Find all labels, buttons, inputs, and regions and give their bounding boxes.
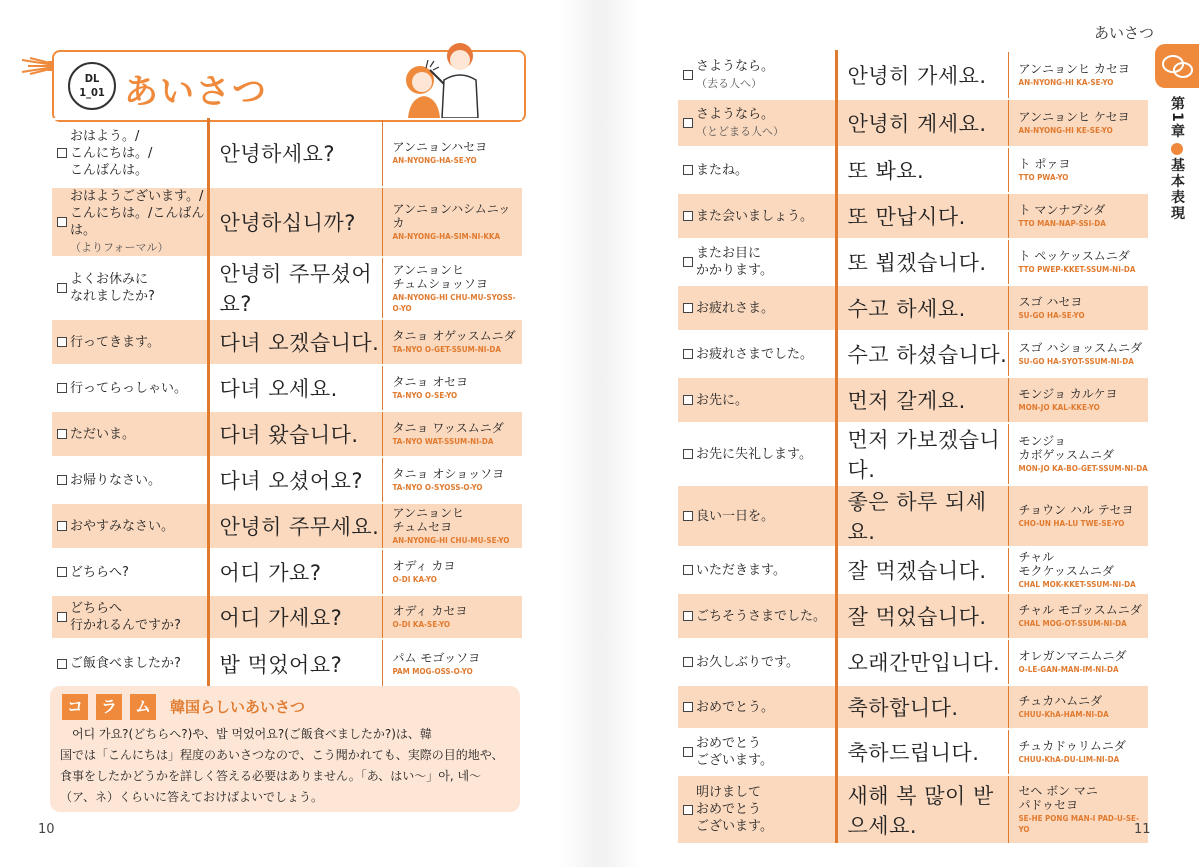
- phrase-row: [678, 639, 1148, 685]
- chat-bubbles-icon: [1155, 44, 1199, 88]
- korean-phrase: 다녀 오셨어요?: [208, 457, 382, 503]
- pronunciation: [382, 503, 522, 549]
- japanese-phrase: [52, 119, 208, 187]
- download-label: DL: [84, 72, 100, 85]
- phrase-row: [52, 503, 522, 549]
- japanese-line: お帰りなさい。: [70, 472, 162, 488]
- korean-phrase: 안녕히 가세요.: [836, 51, 1008, 99]
- romanization: TA-NYO O-SE-YO: [392, 391, 458, 400]
- korean-phrase: 다녀 오겠습니다.: [208, 319, 382, 365]
- checkbox-icon[interactable]: [683, 702, 693, 712]
- japanese-line: 行ってきます。: [70, 334, 160, 350]
- phrase-row: [678, 147, 1148, 193]
- phrase-row: [678, 775, 1148, 843]
- romanization: AN-NYONG-HA-SE-YO: [392, 156, 477, 165]
- japanese-line: またね。: [696, 162, 749, 178]
- checkbox-icon[interactable]: [57, 217, 67, 227]
- romanization: TA-NYO O-GET-SSUM-NI-DA: [392, 345, 501, 354]
- japanese-line: ございます。: [696, 819, 773, 834]
- chapter-title: 基本表現: [1169, 157, 1185, 222]
- japanese-phrase: [678, 147, 836, 193]
- phrase-row: [678, 51, 1148, 99]
- japanese-phrase: [52, 549, 208, 595]
- korean-phrase: 안녕히 주무세요.: [208, 503, 382, 549]
- checkbox-icon[interactable]: [57, 567, 67, 577]
- japanese-phrase: [678, 239, 836, 285]
- left-page: [0, 0, 560, 867]
- japanese-line: 良い一日を。: [696, 508, 775, 524]
- katakana-reading: チュカハムニダ: [1018, 694, 1103, 708]
- korean-phrase: 안녕히 주무셨어요?: [208, 257, 382, 319]
- japanese-phrase: [52, 411, 208, 457]
- korean-phrase: 수고 하셨습니다.: [836, 331, 1008, 377]
- japanese-line: またお目に: [696, 246, 762, 261]
- chapter-dot-icon: [1171, 143, 1183, 155]
- checkbox-icon[interactable]: [683, 657, 693, 667]
- katakana-reading: アンニョンヒ: [392, 262, 465, 277]
- romanization: SE-HE PONG MAN-I PAD-U-SE-YO: [1018, 814, 1139, 834]
- japanese-phrase: [678, 331, 836, 377]
- katakana-reading: スゴ ハショッスムニダ: [1018, 341, 1143, 355]
- japanese-note: （去る人へ）: [696, 77, 762, 90]
- checkbox-icon[interactable]: [683, 70, 693, 80]
- japanese-phrase: [678, 547, 836, 593]
- korean-phrase: 또 뵙겠습니다.: [836, 239, 1008, 285]
- column-line-1: 어디 가요?(どちらへ?)や、밥 먹었어요?(ご飯食べましたか?)は、韓: [72, 727, 432, 741]
- pronunciation: [382, 119, 522, 187]
- japanese-line: こんにちは。/こんばんは。: [70, 206, 205, 238]
- katakana-reading: モクケッスムニダ: [1018, 564, 1114, 578]
- romanization: MON-JO KA-BO-GET-SSUM-NI-DA: [1018, 464, 1148, 473]
- japanese-line: お先に。: [696, 392, 749, 408]
- korean-phrase: 안녕하세요?: [208, 119, 382, 187]
- romanization: TTO PWA-YO: [1018, 173, 1069, 182]
- pronunciation: [1008, 775, 1148, 843]
- japanese-phrase: [52, 639, 208, 687]
- chapter-side-tab[interactable]: [1155, 44, 1200, 222]
- korean-phrase: 좋은 하루 되세요.: [836, 485, 1008, 547]
- japanese-phrase: [52, 257, 208, 319]
- column-tag-1: コ: [62, 694, 88, 720]
- pronunciation: [1008, 377, 1148, 423]
- japanese-line: なれましたか?: [70, 289, 155, 304]
- japanese-line: おやすみなさい。: [70, 518, 175, 534]
- katakana-reading: オレガンマニムニダ: [1018, 649, 1127, 663]
- romanization: PAM MOG-OSS-O-YO: [392, 666, 473, 676]
- japanese-line: 行ってらっしゃい。: [70, 380, 188, 396]
- checkbox-icon[interactable]: [683, 611, 693, 621]
- korean-phrase: 수고 하세요.: [836, 285, 1008, 331]
- japanese-line: お先に失礼します。: [696, 446, 812, 462]
- pronunciation: [382, 549, 522, 595]
- checkbox-icon[interactable]: [683, 349, 693, 359]
- korean-phrase: 축하합니다.: [836, 685, 1008, 729]
- phrase-row: [52, 365, 522, 411]
- column-title: 韓国らしいあいさつ: [170, 698, 306, 716]
- katakana-reading: チャル モゴッスムニダ: [1018, 603, 1142, 617]
- phrase-row: [52, 411, 522, 457]
- checkbox-icon[interactable]: [683, 165, 693, 175]
- katakana-reading: パム モゴッソヨ: [392, 650, 481, 665]
- pronunciation: [382, 411, 522, 457]
- japanese-line: 明けまして: [696, 785, 762, 800]
- japanese-phrase: [678, 423, 836, 485]
- bookmark-tassel-icon: [10, 54, 55, 78]
- japanese-phrase: [678, 485, 836, 547]
- phrase-row: [678, 423, 1148, 485]
- katakana-reading: ト ペッケッスムニダ: [1018, 249, 1130, 263]
- checkbox-icon[interactable]: [683, 511, 693, 521]
- japanese-line: お久しぶりです。: [696, 654, 799, 670]
- katakana-reading: セヘ ボン マニ: [1018, 784, 1098, 798]
- katakana-reading: チュムセヨ: [392, 520, 453, 534]
- japanese-note: （よりフォーマル）: [70, 241, 169, 254]
- phrase-row: [678, 547, 1148, 593]
- pronunciation: [1008, 285, 1148, 331]
- column-body: [60, 724, 514, 808]
- phrase-row: [52, 457, 522, 503]
- checkbox-icon[interactable]: [683, 118, 693, 128]
- checkbox-icon[interactable]: [57, 475, 67, 485]
- pronunciation: [1008, 51, 1148, 99]
- katakana-reading: アンニョンヒ カセヨ: [1018, 62, 1130, 76]
- pronunciation: [1008, 593, 1148, 639]
- katakana-reading: チュカドゥリムニダ: [1018, 739, 1126, 753]
- download-badge[interactable]: [68, 62, 116, 110]
- japanese-phrase: [52, 503, 208, 549]
- katakana-reading: モンジョ: [1018, 434, 1066, 448]
- romanization: TTO MAN-NAP-SSI-DA: [1018, 219, 1106, 228]
- japanese-line: おはよう。/: [70, 128, 140, 144]
- pronunciation: [382, 257, 522, 319]
- romanization: AN-NYONG-HI KA-SE-YO: [1018, 78, 1114, 87]
- katakana-reading: アンニョンハシムニッカ: [392, 202, 511, 230]
- chapter-label: [1167, 96, 1187, 222]
- japanese-line: おめでとう。: [696, 699, 775, 715]
- page-number-right: 11: [1134, 822, 1151, 837]
- pronunciation: [1008, 547, 1148, 593]
- korean-phrase: 다녀 오세요.: [208, 365, 382, 411]
- romanization: CHUU-KhA-DU-LIM-NI-DA: [1018, 755, 1120, 764]
- katakana-reading: カボゲッスムニダ: [1018, 448, 1115, 462]
- japanese-phrase: [678, 775, 836, 843]
- column-line-2: 国では「こんにちは」程度のあいさつなので、こう聞かれても、実際の目的地や、: [60, 748, 504, 762]
- pronunciation: [382, 319, 522, 365]
- page-number-left: 10: [38, 822, 55, 837]
- pronunciation: [382, 187, 522, 257]
- korean-phrase: 밥 먹었어요?: [208, 639, 382, 687]
- japanese-phrase: [678, 99, 836, 147]
- checkbox-icon[interactable]: [57, 283, 67, 293]
- phrase-row: [52, 549, 522, 595]
- pronunciation: [1008, 423, 1148, 485]
- japanese-phrase: [678, 377, 836, 423]
- japanese-phrase: [678, 729, 836, 775]
- katakana-reading: タニョ ワッスムニダ: [392, 421, 504, 435]
- pronunciation: [382, 639, 522, 687]
- japanese-line: かかります。: [696, 263, 773, 278]
- romanization: O-LE-GAN-MAN-IM-NI-DA: [1018, 665, 1119, 674]
- romanization: TTO PWEP-KKET-SSUM-NI-DA: [1018, 265, 1136, 274]
- checkbox-icon[interactable]: [683, 449, 693, 459]
- korean-phrase: 어디 가요?: [208, 549, 382, 595]
- katakana-reading: タニョ オゲッスムニダ: [392, 329, 516, 343]
- korean-phrase: 또 봐요.: [836, 147, 1008, 193]
- pronunciation: [1008, 331, 1148, 377]
- katakana-reading: パドゥセヨ: [1018, 798, 1078, 812]
- katakana-reading: アンニョンハセヨ: [392, 140, 488, 154]
- romanization: MON-JO KAL-KKE-YO: [1018, 403, 1100, 412]
- checkbox-icon[interactable]: [683, 395, 693, 405]
- japanese-phrase: [678, 285, 836, 331]
- katakana-reading: タニョ オショッソヨ: [392, 467, 505, 481]
- pronunciation: [1008, 639, 1148, 685]
- phrase-row: [52, 319, 522, 365]
- phrase-row: [678, 593, 1148, 639]
- japanese-line: ごちそうさまでした。: [696, 608, 827, 624]
- japanese-line: こんばんは。: [70, 162, 149, 178]
- romanization: SU-GO HA-SE-YO: [1018, 311, 1085, 320]
- japanese-line: お疲れさまでした。: [696, 346, 814, 362]
- checkbox-icon[interactable]: [683, 565, 693, 575]
- japanese-phrase: [678, 593, 836, 639]
- checkbox-icon[interactable]: [57, 429, 67, 439]
- korean-phrase: 새해 복 많이 받으세요.: [836, 775, 1008, 843]
- romanization: AN-NYONG-HI KE-SE-YO: [1018, 126, 1113, 135]
- japanese-line: どちらへ: [70, 601, 123, 616]
- pronunciation: [1008, 729, 1148, 775]
- running-head: あいさつ: [1094, 24, 1155, 42]
- japanese-line: おめでとう: [696, 736, 762, 751]
- phrase-row: [678, 193, 1148, 239]
- romanization: CHO-UN HA-LU TWE-SE-YO: [1018, 519, 1125, 528]
- romanization: AN-NYONG-HI CHU-MU-SYOSS-O-YO: [392, 292, 516, 313]
- japanese-line: 行かれるんですか?: [70, 618, 181, 633]
- phrase-row: [678, 485, 1148, 547]
- japanese-line: いただきます。: [696, 562, 786, 578]
- korean-phrase: 오래간만입니다.: [836, 639, 1008, 685]
- pronunciation: [382, 457, 522, 503]
- page-gutter: [560, 0, 640, 867]
- download-track-number: 1_01: [79, 86, 105, 99]
- phrase-row: [52, 187, 522, 257]
- japanese-note: （とどまる人へ）: [696, 125, 784, 138]
- japanese-line: こんにちは。/: [70, 145, 153, 161]
- romanization: CHAL MOK-KKET-SSUM-NI-DA: [1018, 580, 1136, 589]
- katakana-reading: アンニョンヒ ケセヨ: [1018, 110, 1130, 124]
- romanization: AN-NYONG-HI CHU-MU-SE-YO: [392, 536, 510, 545]
- column-box: [50, 686, 520, 812]
- japanese-phrase: [52, 457, 208, 503]
- greeting-people-illustration-icon: [398, 40, 498, 118]
- checkbox-icon[interactable]: [57, 521, 67, 531]
- japanese-phrase: [678, 639, 836, 685]
- checkbox-icon[interactable]: [57, 337, 67, 347]
- phrase-row: [678, 331, 1148, 377]
- phrase-row: [52, 119, 522, 187]
- japanese-line: さようなら。: [696, 59, 775, 74]
- japanese-phrase: [52, 595, 208, 639]
- japanese-phrase: [678, 51, 836, 99]
- katakana-reading: チョウン ハル テセヨ: [1018, 503, 1134, 517]
- korean-phrase: 잘 먹겠습니다.: [836, 547, 1008, 593]
- column-line-4: （ア、ネ）くらいに答えておけばよいでしょう。: [60, 790, 324, 804]
- japanese-line: また会いましょう。: [696, 208, 814, 224]
- checkbox-icon[interactable]: [683, 257, 693, 267]
- romanization: O-DI KA-SE-YO: [392, 620, 451, 629]
- phrase-row: [678, 239, 1148, 285]
- phrase-row: [678, 99, 1148, 147]
- japanese-line: ご飯食べましたか?: [70, 656, 181, 671]
- japanese-line: さようなら。: [696, 107, 775, 122]
- japanese-phrase: [678, 193, 836, 239]
- katakana-reading: オディ カヨ: [392, 559, 456, 573]
- katakana-reading: アンニョンヒ: [392, 506, 465, 520]
- japanese-line: ただいま。: [70, 426, 136, 442]
- checkbox-icon[interactable]: [57, 148, 67, 158]
- phrase-row: [678, 377, 1148, 423]
- checkbox-icon[interactable]: [683, 211, 693, 221]
- romanization: TA-NYO WAT-SSUM-NI-DA: [392, 437, 494, 446]
- pronunciation: [1008, 147, 1148, 193]
- korean-phrase: 먼저 갈게요.: [836, 377, 1008, 423]
- column-line-3: 食事をしたかどうかを詳しく答える必要はありません。「あ、はい〜」아, 네〜: [60, 769, 482, 783]
- japanese-line: どちらへ?: [70, 564, 129, 580]
- japanese-phrase: [52, 365, 208, 411]
- japanese-line: おはようございます。/: [70, 189, 204, 204]
- japanese-line: おめでとう: [696, 802, 762, 817]
- korean-phrase: 안녕히 계세요.: [836, 99, 1008, 147]
- checkbox-icon[interactable]: [57, 383, 67, 393]
- korean-phrase: 다녀 왔습니다.: [208, 411, 382, 457]
- pronunciation: [1008, 193, 1148, 239]
- korean-phrase: 또 만납시다.: [836, 193, 1008, 239]
- phrase-row: [678, 729, 1148, 775]
- checkbox-icon[interactable]: [683, 747, 693, 757]
- katakana-reading: ト マンナプシダ: [1018, 203, 1106, 217]
- phrase-row: [678, 685, 1148, 729]
- section-title: あいさつ: [124, 72, 268, 112]
- katakana-reading: モンジョ カルケヨ: [1018, 387, 1118, 401]
- romanization: CHAL MOG-OT-SSUM-NI-DA: [1018, 619, 1127, 628]
- japanese-line: ございます。: [696, 753, 773, 768]
- romanization: AN-NYONG-HA-SIM-NI-KKA: [392, 232, 501, 241]
- chapter-number: 第1章: [1169, 96, 1185, 140]
- katakana-reading: オディ カセヨ: [392, 604, 468, 618]
- korean-phrase: 어디 가세요?: [208, 595, 382, 639]
- korean-phrase: 안녕하십니까?: [208, 187, 382, 257]
- column-tag-2: ラ: [96, 694, 122, 720]
- japanese-line: よくお休みに: [70, 272, 149, 287]
- left-phrase-table: [52, 118, 522, 687]
- phrase-row: [52, 595, 522, 639]
- korean-phrase: 축하드립니다.: [836, 729, 1008, 775]
- japanese-line: お疲れさま。: [696, 300, 775, 316]
- phrase-row: [52, 639, 522, 687]
- korean-phrase: 먼저 가보겠습니다.: [836, 423, 1008, 485]
- katakana-reading: タニョ オセヨ: [392, 375, 468, 389]
- pronunciation: [1008, 685, 1148, 729]
- japanese-phrase: [678, 685, 836, 729]
- pronunciation: [1008, 239, 1148, 285]
- katakana-reading: ト ポァヨ: [1018, 157, 1071, 171]
- column-tag-3: ム: [130, 694, 156, 720]
- pronunciation: [382, 595, 522, 639]
- romanization: SU-GO HA-SYOT-SSUM-NI-DA: [1018, 357, 1134, 366]
- romanization: CHUU-KhA-HAM-NI-DA: [1018, 710, 1109, 719]
- pronunciation: [1008, 485, 1148, 547]
- romanization: O-DI KA-YO: [392, 575, 437, 584]
- checkbox-icon[interactable]: [57, 612, 67, 622]
- japanese-phrase: [52, 319, 208, 365]
- katakana-reading: チュムショッソヨ: [392, 276, 488, 291]
- phrase-row: [52, 257, 522, 319]
- katakana-reading: チャル: [1018, 550, 1055, 564]
- pronunciation: [382, 365, 522, 411]
- romanization: TA-NYO O-SYOSS-O-YO: [392, 483, 483, 492]
- checkbox-icon[interactable]: [683, 805, 693, 815]
- pronunciation: [1008, 99, 1148, 147]
- katakana-reading: スゴ ハセヨ: [1018, 295, 1083, 309]
- checkbox-icon[interactable]: [683, 303, 693, 313]
- checkbox-icon[interactable]: [57, 659, 67, 669]
- phrase-row: [678, 285, 1148, 331]
- korean-phrase: 잘 먹었습니다.: [836, 593, 1008, 639]
- japanese-phrase: [52, 187, 208, 257]
- right-phrase-table: [678, 50, 1148, 843]
